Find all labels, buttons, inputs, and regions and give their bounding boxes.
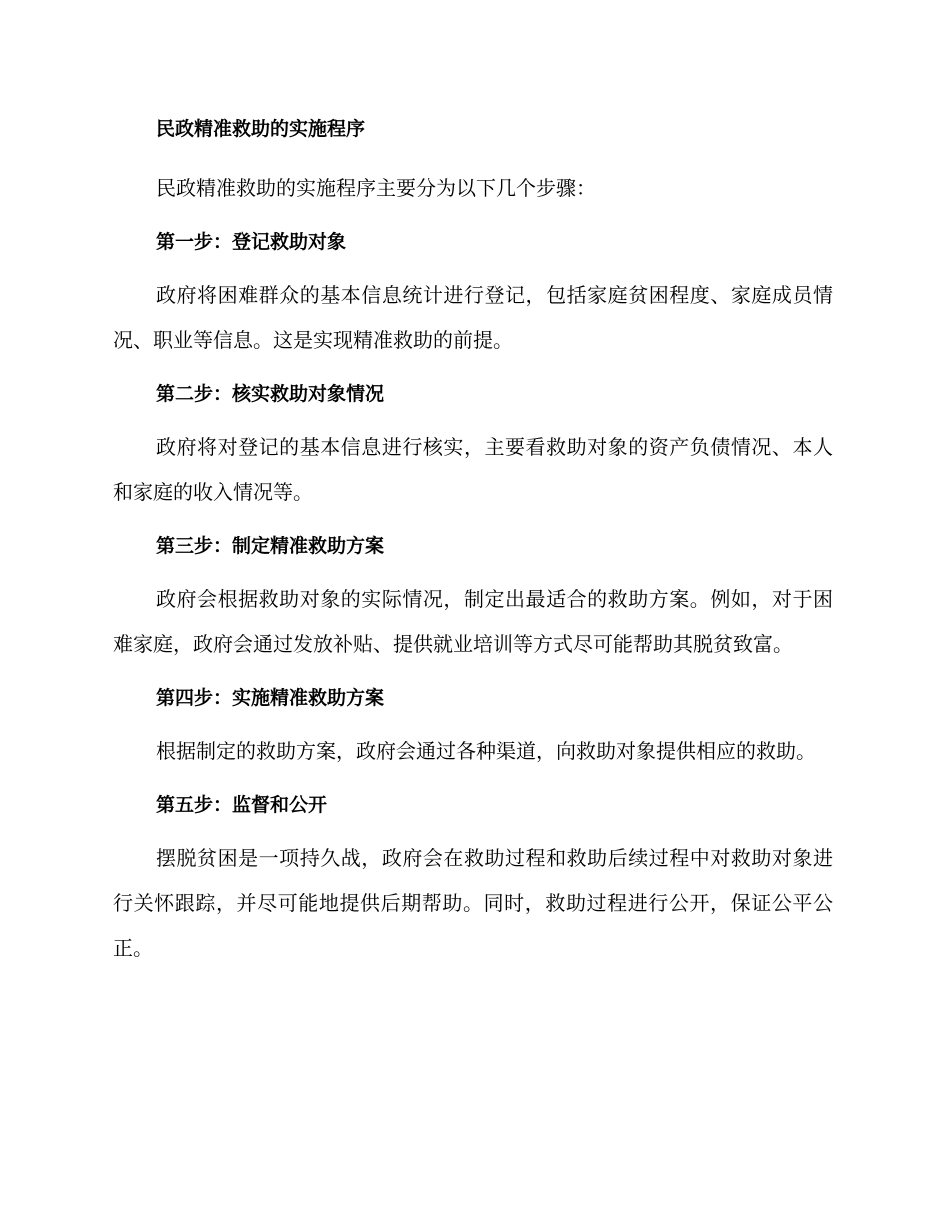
step-1-body: 政府将困难群众的基本信息统计进行登记，包括家庭贫困程度、家庭成员情况、职业等信息。这是实现精准救助的前提。 (113, 283, 833, 352)
intro-paragraph: 民政精准救助的实施程序主要分为以下几个步骤： (156, 176, 596, 200)
step-4-body: 根据制定的救助方案，政府会通过各种渠道，向救助对象提供相应的救助。 (156, 739, 816, 763)
document-title: 民政精准救助的实施程序 (156, 118, 366, 140)
step-1-heading: 第一步：登记救助对象 (156, 231, 347, 253)
step-5-body: 摆脱贫困是一项持久战，政府会在救助过程和救助后续过程中对救助对象进行关怀跟踪，并尽可能地提供后期帮助。同时，救助过程进行公开，保证公平公正。 (113, 846, 833, 960)
document-content (113, 112, 833, 971)
step-2-body: 政府将对登记的基本信息进行核实，主要看救助对象的资产负债情况、本人和家庭的收入情况等。 (113, 435, 833, 504)
step-3-heading: 第三步：制定精准救助方案 (156, 535, 385, 557)
step-3-body: 政府会根据救助对象的实际情况，制定出最适合的救助方案。例如，对于困难家庭，政府会通过发放补贴、提供就业培训等方式尽可能帮助其脱贫致富。 (113, 587, 833, 656)
step-4-heading: 第四步：实施精准救助方案 (156, 687, 385, 709)
step-5-heading: 第五步：监督和公开 (156, 794, 328, 816)
step-2-heading: 第二步：核实救助对象情况 (156, 383, 385, 405)
